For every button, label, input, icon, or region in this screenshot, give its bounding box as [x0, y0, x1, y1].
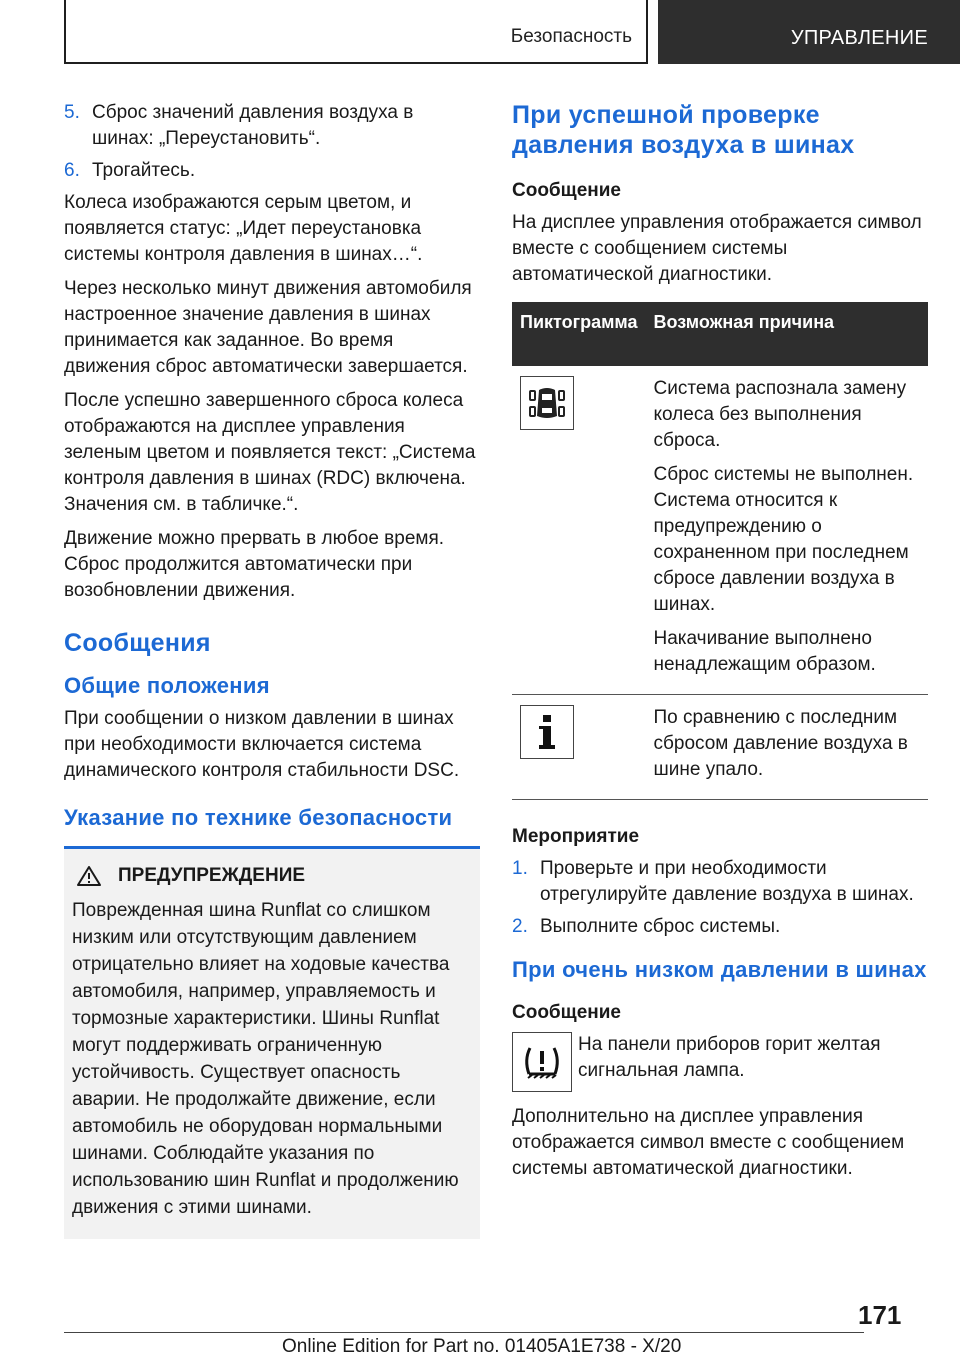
- message-text: На дисплее управления отображается символ вместе с сообщением системы автоматической диагностики.: [512, 212, 922, 285]
- info-icon: [520, 705, 574, 759]
- step-number: 5.: [64, 102, 80, 123]
- cause-text: По сравнению с последним сбросом давление воздуха в шине упало.: [653, 707, 908, 780]
- subheading-action: Мероприятие: [512, 826, 640, 847]
- cause-text: Сброс системы не выполнен. Система относится к предупреждению о сохраненном при последнем сбросе давлении воздуха в шинах.: [653, 464, 914, 615]
- section-heading-low-pressure: При очень низком давлении в шинах: [512, 957, 927, 982]
- step-item: [64, 100, 480, 152]
- table-cell-causes: [646, 695, 929, 800]
- general-text: При сообщении о низком давлении в шинах при необходимости включается система динамического контроля стабильности DSC.: [64, 708, 460, 781]
- warning-triangle-icon: [76, 865, 102, 887]
- header-chapter-label: УПРАВЛЕНИЕ: [790, 27, 928, 49]
- action-step: [512, 856, 928, 908]
- step-text: Проверьте и при необходимости отрегулируйте давление воздуха в шинах.: [540, 858, 914, 905]
- paragraph: Через несколько минут движения автомобиля настроенное значение давления в шинах принимается как заданное. Во время движения сброс автоматически завершается.: [64, 278, 472, 377]
- step-number: 1.: [512, 858, 528, 879]
- warning-title-row: [72, 863, 470, 889]
- additional-text: Дополнительно на дисплее управления отображается символ вместе с сообщением системы автоматической диагностики.: [512, 1106, 905, 1179]
- paragraph: Движение можно прервать в любое время. Сброс продолжится автоматически при возобновлении движения.: [64, 528, 445, 601]
- section-heading-success: При успешной проверке давления воздуха в шинах: [512, 101, 855, 159]
- tire-pressure-warning-icon: [512, 1032, 572, 1092]
- right-column: [512, 100, 928, 1190]
- header-section-label: Безопасность: [510, 26, 632, 47]
- paragraph: После успешно завершенного сброса колеса отображаются на дисплее управления зеленым цветом и появляется текст: „Система контроля давления в шинах (RDC) включена. Значения см. в табличке.“.: [64, 390, 476, 515]
- left-column: [64, 100, 480, 1239]
- section-heading-messages: Сообщения: [64, 629, 211, 657]
- subheading-safety: Указание по технике безопасности: [64, 805, 453, 830]
- table-cell-icon: [512, 695, 646, 800]
- header-section-tab: [64, 0, 648, 64]
- cause-text: Система распознала замену колеса без выполнения сброса.: [653, 378, 907, 451]
- footer-rule: [64, 1332, 864, 1333]
- table-header-pictogram: Пиктограмма: [512, 302, 646, 366]
- warning-title: ПРЕДУПРЕЖДЕНИЕ: [118, 865, 306, 886]
- step-text: Сброс значений давления воздуха в шинах: „Переустановить“.: [92, 102, 414, 149]
- step-text: Трогайтесь.: [92, 160, 196, 181]
- table-row: [512, 366, 928, 695]
- table-row: [512, 695, 928, 800]
- header-chapter-tab: [658, 0, 960, 64]
- paragraph: Колеса изображаются серым цветом, и появляется статус: „Идет переустановка системы контроля давления в шинах…“.: [64, 192, 423, 265]
- warning-box: [64, 849, 480, 1239]
- warning-lamp-row: [512, 1032, 928, 1092]
- step-item: [64, 158, 480, 184]
- table-cell-causes: [646, 366, 929, 695]
- table-header-cause: Возможная причина: [646, 302, 929, 366]
- table-cell-icon: [512, 366, 646, 695]
- cause-text: Накачивание выполнено ненадлежащим образом.: [653, 628, 876, 675]
- subheading-message: Сообщение: [512, 1002, 621, 1023]
- warning-lamp-text: На панели приборов горит желтая сигнальная лампа.: [578, 1034, 881, 1081]
- page-number: 171: [858, 1300, 902, 1330]
- car-tires-icon: [520, 376, 574, 430]
- subheading-general: Общие положения: [64, 673, 270, 698]
- step-number: 6.: [64, 160, 80, 181]
- action-step: [512, 914, 928, 940]
- warning-text: Поврежденная шина Runflat со слишком низким или отсутствующим давлением отрицательно влияет на ходовые качества автомобиля, например, управляемость и тормозные характеристики. Шины Runflat могут поддерживать ограниченную устойчивость. Существует опасность аварии. Не продолжайте движение, если автомобиль не оборудован нормальными шинами. Соблюдайте указания по использованию шин Runflat и продолжению движения с этими шинами.: [72, 900, 459, 1218]
- pictogram-table: [512, 302, 928, 800]
- subheading-message: Сообщение: [512, 180, 621, 201]
- step-number: 2.: [512, 916, 528, 937]
- step-text: Выполните сброс системы.: [540, 916, 781, 937]
- edition-note: Online Edition for Part no. 01405A1E738 - X/20: [282, 1336, 682, 1357]
